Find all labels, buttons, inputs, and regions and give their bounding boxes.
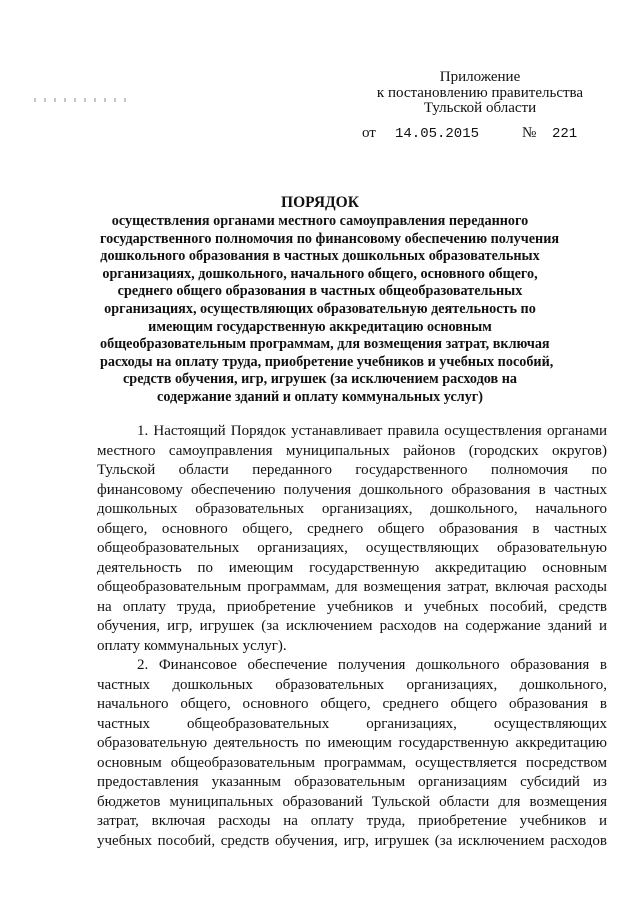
appendix-line: Тульской области <box>423 100 537 116</box>
paragraph-2-line: основным общеобразовательным программам, осуществляется посредством <box>97 754 607 771</box>
document-number: 221 <box>552 126 578 142</box>
subtitle-line: содержание зданий и оплату коммунальных услуг) <box>157 388 483 405</box>
document-title: ПОРЯДОК <box>281 194 359 211</box>
subtitle-line: организациях, осуществляющих образовательную деятельность по <box>104 300 536 317</box>
paragraph-2-line: 2. Финансовое обеспечение получения дошкольного образования в <box>137 657 607 673</box>
paragraph-2-line: образовательную деятельность по имеющим государственную аккредитацию <box>97 735 607 751</box>
document-subtitle <box>100 213 560 407</box>
document-date: 14.05.2015 <box>395 126 480 142</box>
subtitle-line: организациях, дошкольного, начального общего, основного общего, <box>102 265 538 282</box>
paragraph-1-line: на оплату труда, приобретение учебников и учебных пособий, средств <box>97 598 607 615</box>
paragraph-2-line: учебных пособий, средств обучения, игр, игрушек (за исключением расходов <box>97 832 607 849</box>
subtitle-line: дошкольного образования в частных дошкольных образовательных <box>100 248 540 265</box>
paragraph-2-line: предоставления указанным образовательным организациям субсидий из <box>97 774 607 790</box>
appendix-block <box>330 70 630 117</box>
paragraph-1-line: обучения, игр, игрушек (за исключением расходов на содержание зданий и <box>97 618 607 634</box>
paragraph-2-line: частных общеобразовательных организациях, осуществляющих <box>97 715 607 732</box>
paragraph-1-line: общеобразовательным программам, для возмещения затрат, включая расходы <box>97 579 607 595</box>
paragraph-1-line: дошкольных образовательных организациях, дошкольного, начального <box>97 501 607 517</box>
scan-artifact <box>34 98 130 102</box>
number-prefix: № <box>522 125 537 141</box>
paragraph-1-line: финансовому обеспечению получения дошкольного образования в частных <box>97 481 607 498</box>
paragraph-2-line: бюджетов муниципальных образований Тульской области для возмещения <box>97 793 607 810</box>
paragraph-1-line: общеобразовательных организациях, осуществляющих образовательную <box>97 540 607 556</box>
paragraph-1-line: Тульской области переданного государственного полномочия по <box>97 462 607 478</box>
paragraph-1-line: местного самоуправления муниципальных районов (городских округов) <box>97 442 607 459</box>
subtitle-line: средств обучения, игр, игрушек (за исключением расходов на <box>123 371 517 388</box>
appendix-line: к постановлению правительства <box>376 84 584 101</box>
paragraph-2-line: затрат, включая расходы на оплату труда, приобретение учебников и <box>97 813 607 829</box>
subtitle-line: расходы на оплату труда, приобретение учебников и учебных пособий, <box>100 353 554 370</box>
date-prefix: от <box>362 125 376 141</box>
subtitle-line: осуществления органами местного самоуправления переданного <box>111 213 529 229</box>
paragraph-1-line: 1. Настоящий Порядок устанавливает правила осуществления органами <box>137 423 607 439</box>
paragraph-2-line: начального общего, основного общего, среднего общего образования в <box>97 696 607 712</box>
paragraph-2-line: частных дошкольных образовательных организациях, дошкольного, <box>97 676 607 693</box>
subtitle-line: государственного полномочия по финансовому обеспечению получения <box>100 230 560 247</box>
subtitle-line: общеобразовательным программам, для возмещения затрат, включая <box>100 336 550 353</box>
document-body <box>97 422 607 851</box>
paragraph-1-line: оплату коммунальных услуг). <box>97 637 287 654</box>
paragraph-1-line: деятельность по имеющим государственную аккредитацию основным <box>97 559 607 576</box>
appendix-line: Приложение <box>439 69 521 85</box>
subtitle-line: среднего общего образования в частных общеобразовательных <box>117 283 523 300</box>
subtitle-line: имеющим государственную аккредитацию основным <box>148 318 492 335</box>
paragraph-1-line: общего, основного общего, среднего общего образования в частных <box>97 520 607 537</box>
